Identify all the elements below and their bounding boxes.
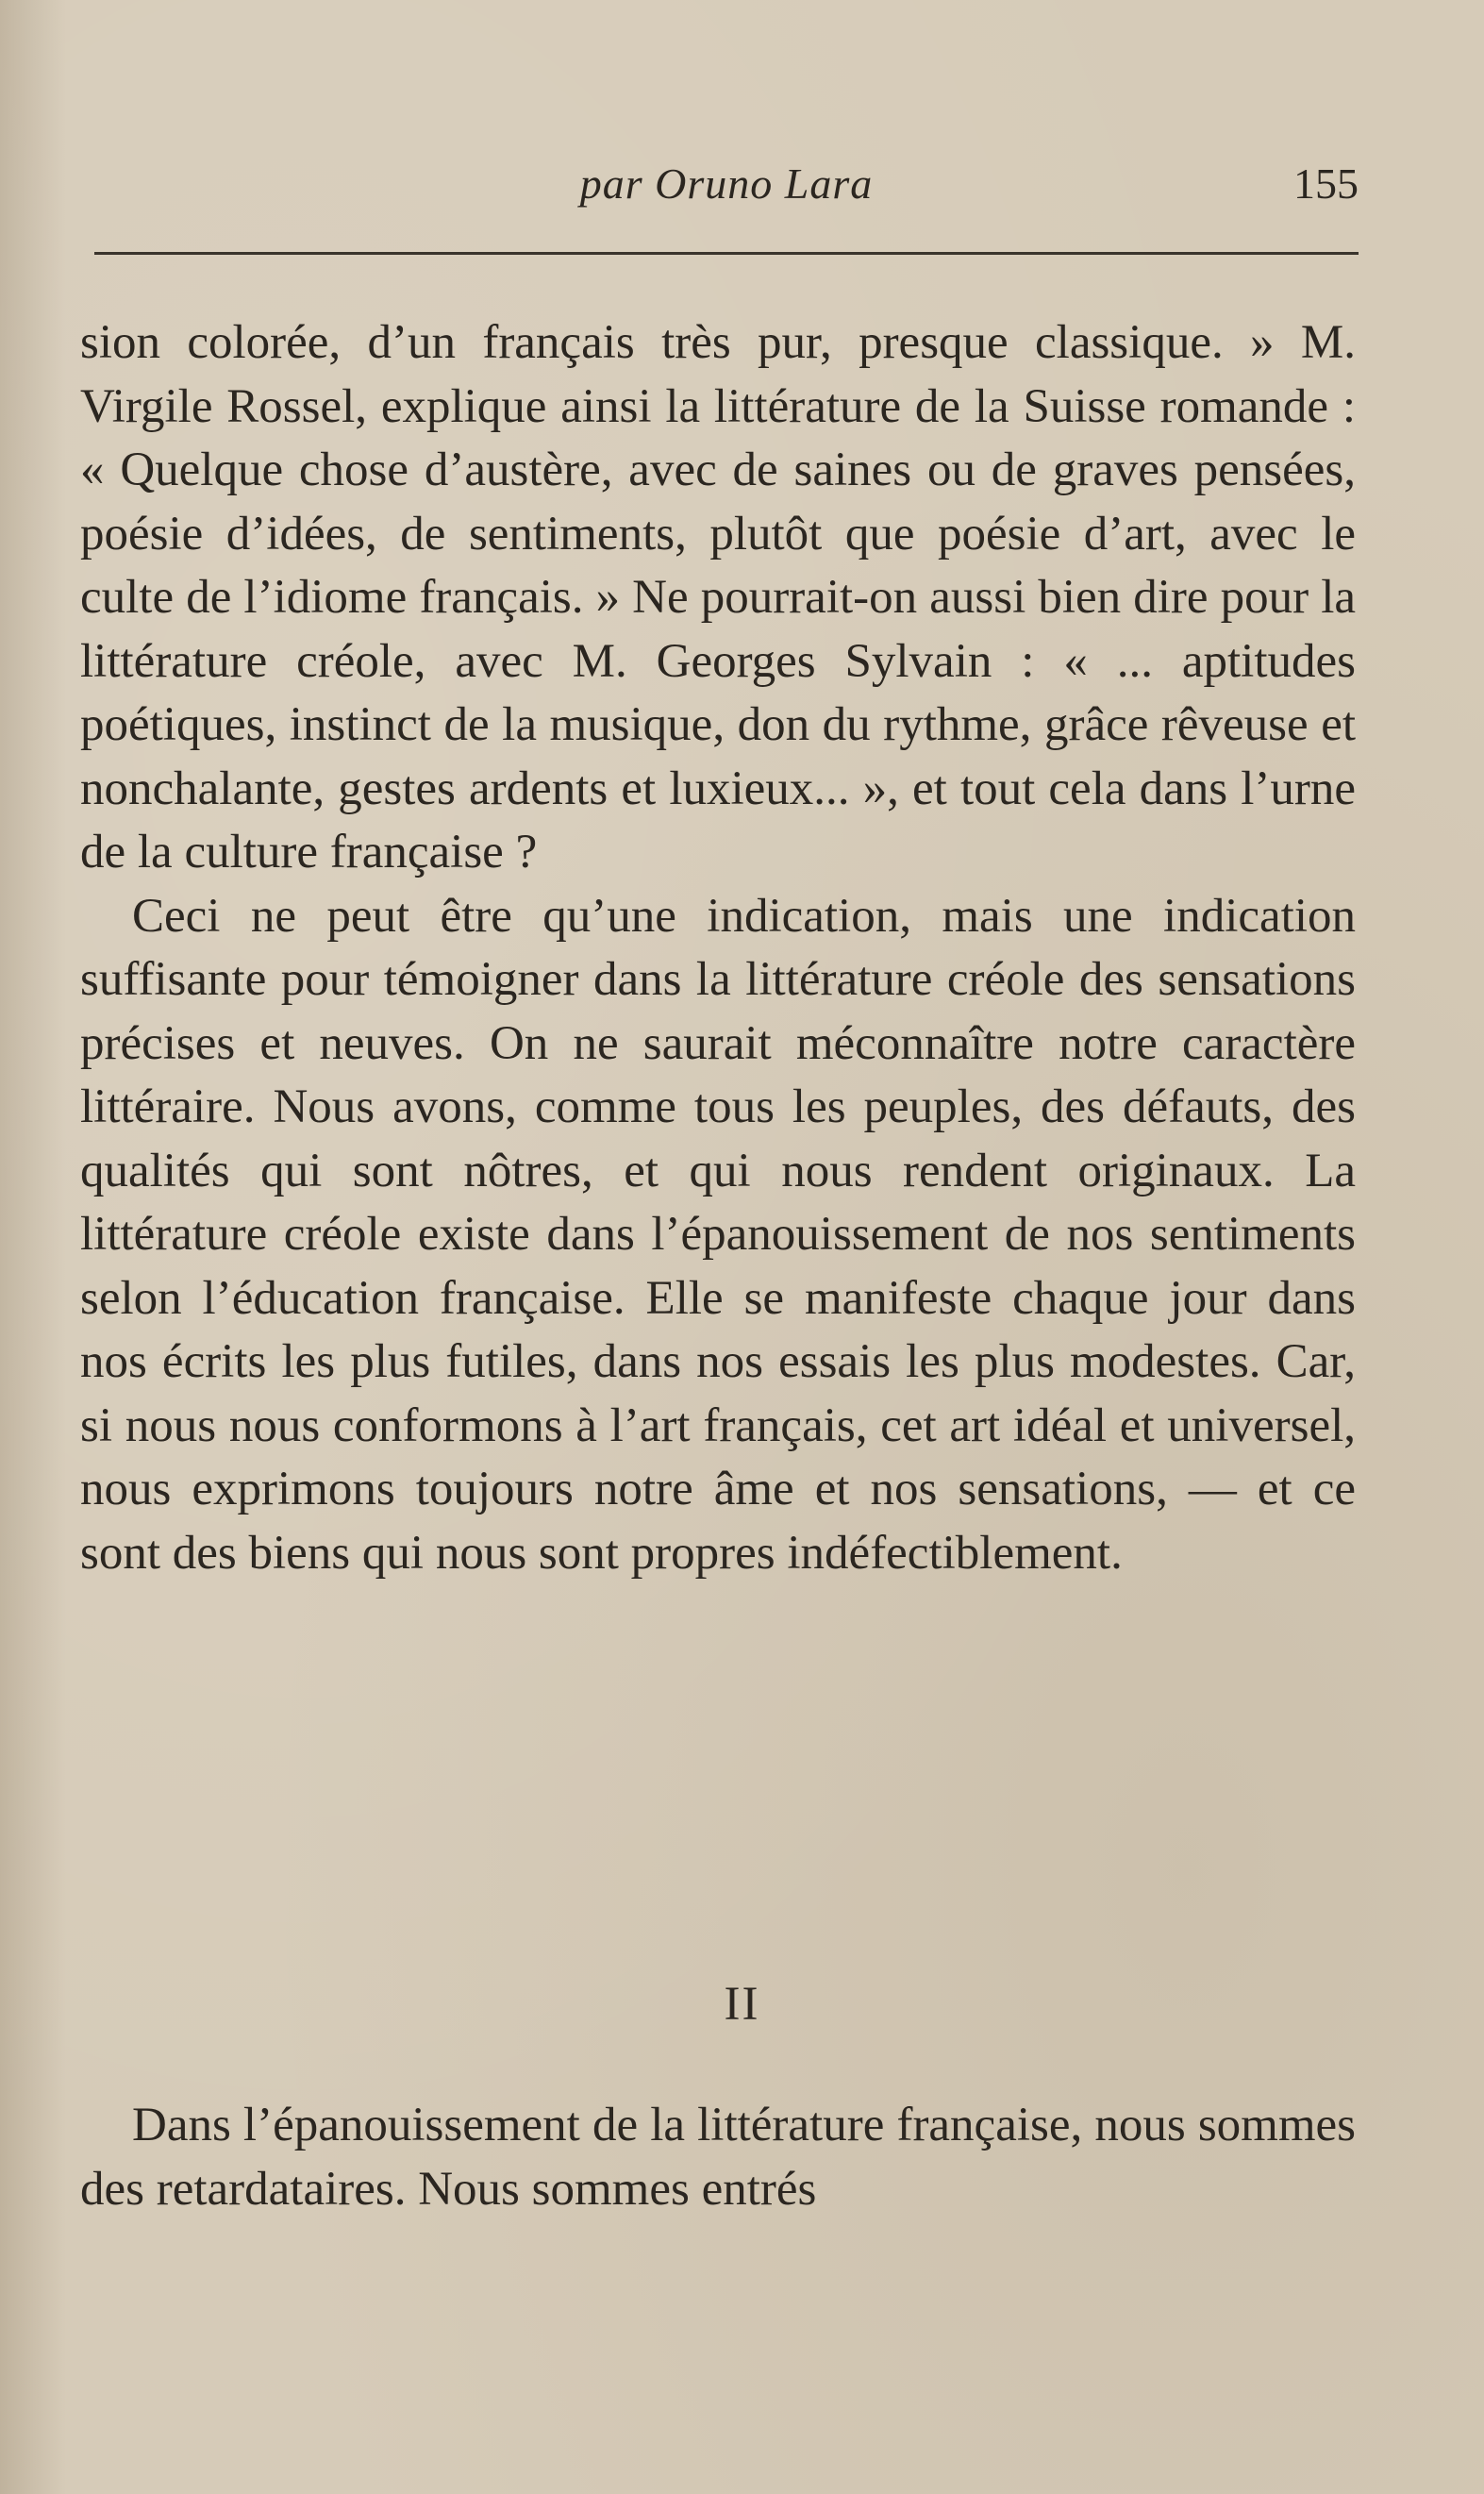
header-rule [94, 252, 1359, 255]
page-number: 155 [1293, 159, 1359, 208]
running-head [94, 159, 1359, 215]
paragraph-2: Ceci ne peut être qu’une indication, mais une indication suffisante pour témoigner dans la littérature créole des sensations précises et neuves. On ne saurait méconnaître notre caractère littéraire. Nous avons, comme tous les peuples, des défauts, des qualités qui sont nôtres, et qui nous rendent originaux. La littérature créole existe dans l’épanouissement de nos sentiments selon l’éducation française. Elle se manifeste chaque jour dans nos écrits les plus futiles, dans nos essais les plus modestes. Car, si nous nous conformons à l’art français, cet art idéal et universel, nous exprimons toujours notre âme et nos sensations, — et ce sont des biens qui nous sont propres indéfectiblement. [80, 889, 1356, 1580]
main-text [80, 311, 1356, 1585]
section-text [80, 2093, 1356, 2221]
running-title: par Oruno Lara [579, 159, 874, 208]
paragraph-1: sion colorée, d’un français très pur, presque classique. » M. Virgile Rossel, explique ainsi la littérature de la Suisse romande : « Quelque chose d’austère, avec de saines ou de graves pensées, poésie d’idées, de sentiments, plutôt que poésie d’art, avec le culte de l’idiome français. » Ne pourrait-on aussi bien dire pour la littérature créole, avec M. Georges Sylvain : « ... aptitudes poétiques, instinct de la musique, don du rythme, grâce rêveuse et nonchalante, gestes ardents et luxieux... », et tout cela dans l’urne de la culture française ? [80, 316, 1356, 879]
paragraph-3: Dans l’épanouissement de la littérature française, nous sommes des retardataires. Nous sommes entrés [80, 2099, 1356, 2216]
section-heading: II [724, 1978, 760, 2031]
